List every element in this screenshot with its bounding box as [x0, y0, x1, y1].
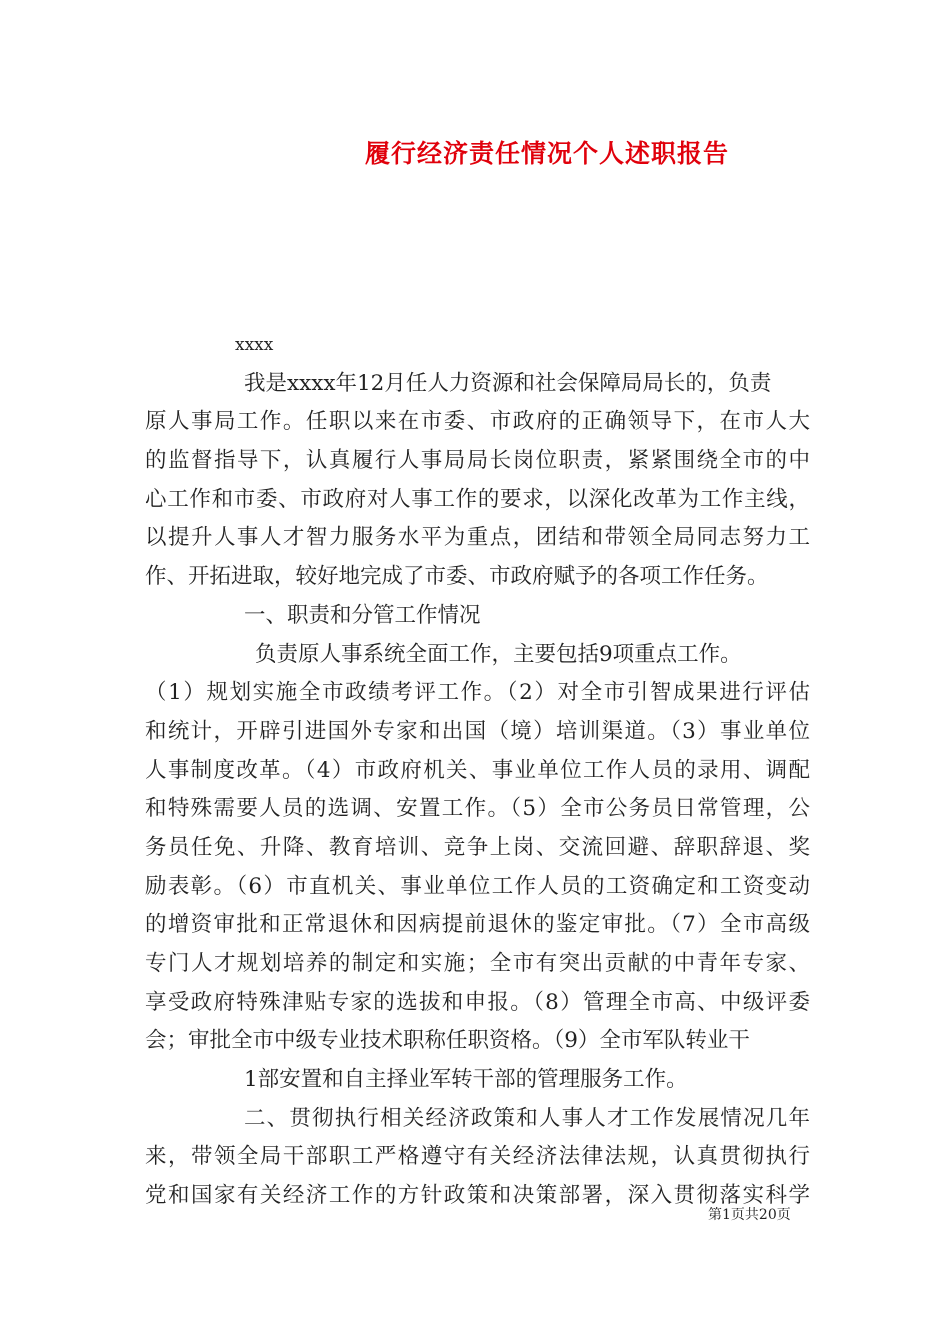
paragraph-line: 以提升人事人才智力服务水平为重点，团结和带领全局同志努力工	[145, 525, 810, 551]
salutation: xxxx	[235, 335, 274, 355]
section-heading: 二、贯彻执行相关经济政策和人事人才工作发展情况几年	[244, 1105, 810, 1131]
paragraph-line: 党和国家有关经济工作的方针政策和决策部署，深入贯彻落实科学	[145, 1183, 810, 1209]
paragraph-line: （1）规划实施全市政绩考评工作。（2）对全市引智成果进行评估	[145, 680, 810, 706]
paragraph-line: 的增资审批和正常退休和因病提前退休的鉴定审批。（7）全市高级	[145, 912, 810, 938]
paragraph-line: 心工作和市委、市政府对人事工作的要求，以深化改革为工作主线，	[145, 486, 810, 512]
document-title	[0, 134, 950, 170]
document-body	[145, 326, 810, 1216]
paragraph-line: 我是xxxx年12月任人力资源和社会保障局局长的，负责	[244, 370, 772, 396]
paragraph-line: 作、开拓进取，较好地完成了市委、市政府赋予的各项工作任务。	[145, 564, 769, 590]
paragraph-line: 享受政府特殊津贴专家的选拔和申报。（8）管理全市高、中级评委	[145, 989, 810, 1015]
paragraph-line: 专门人才规划培养的制定和实施；全市有突出贡献的中青年专家、	[145, 951, 810, 976]
paragraph-line: 和统计，开辟引进国外专家和出国（境）培训渠道。（3）事业单位	[145, 718, 810, 744]
paragraph-line: 负责原人事系统全面工作，主要包括9项重点工作。	[255, 641, 742, 667]
paragraph-line: 的监督指导下，认真履行人事局局长岗位职责，紧紧围绕全市的中	[145, 448, 810, 474]
paragraph-line: 励表彰。（6）市直机关、事业单位工作人员的工资确定和工资变动	[145, 873, 810, 899]
paragraph-line: 会；审批全市中级专业技术职称任职资格。（9）全市军队转业干	[145, 1028, 750, 1054]
page-number: 第1页共20页	[708, 1207, 791, 1223]
section-heading: 一、职责和分管工作情况	[244, 602, 481, 628]
paragraph-line: 1部安置和自主择业军转干部的管理服务工作。	[244, 1067, 688, 1093]
paragraph-line: 和特殊需要人员的选调、安置工作。（5）全市公务员日常管理，公	[145, 796, 810, 822]
paragraph-line: 务员任免、升降、教育培训、竞争上岗、交流回避、辞职辞退、奖	[145, 834, 810, 860]
paragraph-line: 人事制度改革。（4）市政府机关、事业单位工作人员的录用、调配	[145, 757, 810, 783]
paragraph-line: 来，带领全局干部职工严格遵守有关经济法律法规，认真贯彻执行	[145, 1144, 810, 1170]
paragraph-line: 原人事局工作。任职以来在市委、市政府的正确领导下，在市人大	[145, 409, 810, 435]
document-title-text: 履行经济责任情况个人述职报告	[364, 139, 729, 168]
